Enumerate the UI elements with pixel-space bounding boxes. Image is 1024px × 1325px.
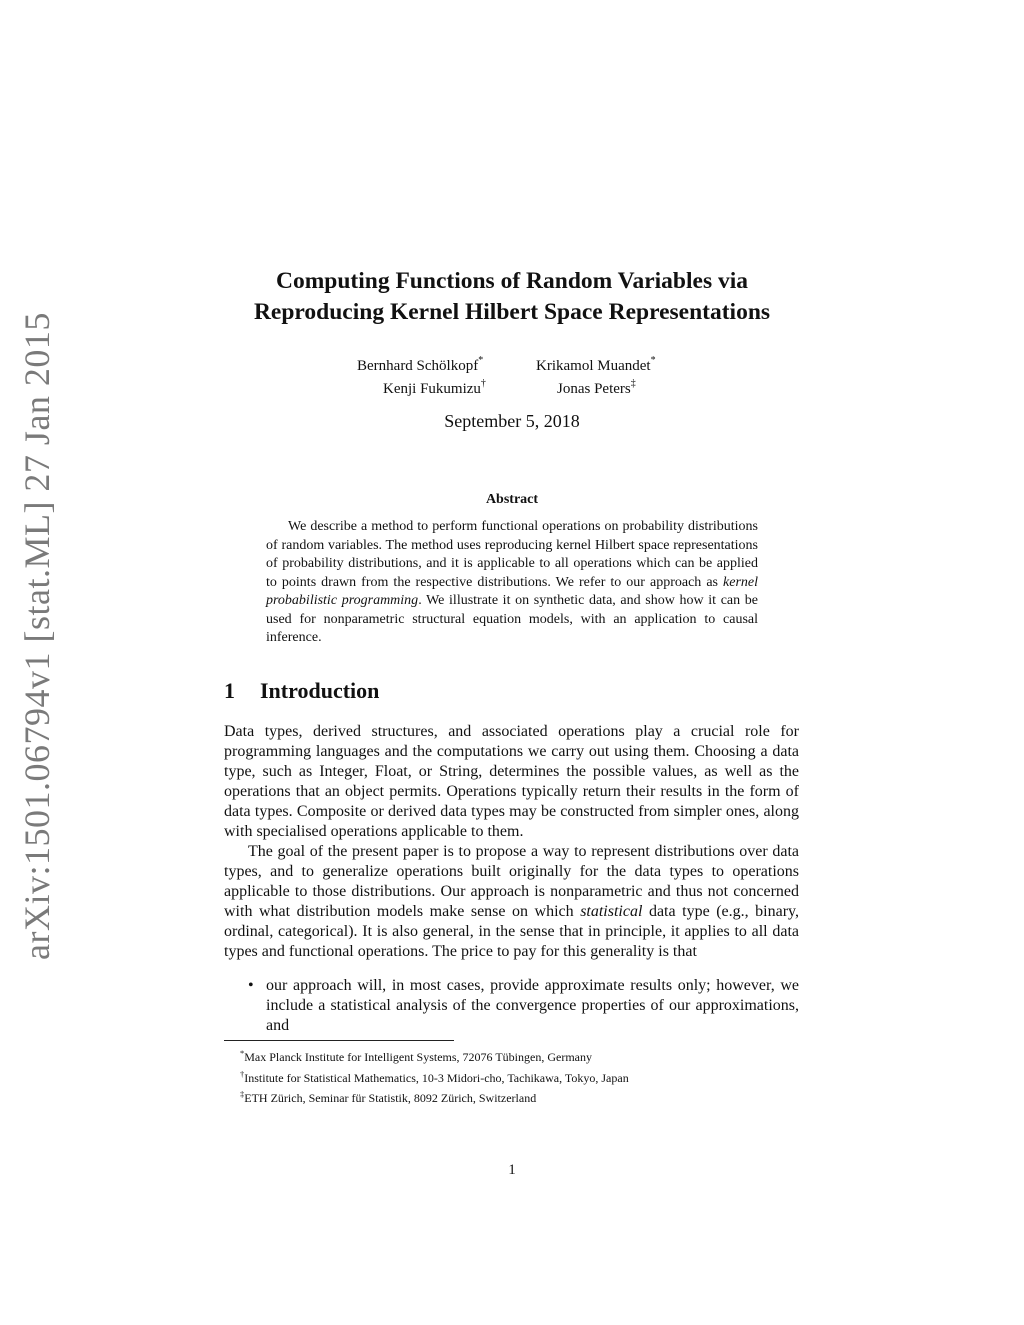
section-title: Introduction [260, 678, 380, 703]
abstract-text [266, 518, 758, 648]
affiliation-mark: * [650, 355, 656, 366]
section-heading [224, 678, 379, 704]
paper-title [0, 266, 1024, 328]
abstract-part: . We illustrate it on synthetic data, and show how it can be used for nonparametric structural equation models, with an application to causal inference. [266, 593, 758, 645]
paragraph-part: The goal of the present paper is to propose a way to represent distributions over data types, and to generalize operations built originally for the data types to operations applicable to those distributions. Our approach is nonparametric and thus not concerned with what distribution models make sense on which [224, 843, 799, 920]
footnote-mark: ‡ [240, 1089, 245, 1099]
affiliation-mark: † [480, 378, 486, 389]
bullet-item: our approach will, in most cases, provide approximate results only; however, we include a statistical analysis of the convergence properties of our approximations, and [266, 977, 799, 1034]
bullet-symbol: • [248, 977, 254, 994]
title-line-2: Reproducing Kernel Hilbert Space Representations [253, 299, 771, 325]
footnote-text: ETH Zürich, Seminar für Statistik, 8092 Zürich, Switzerland [244, 1091, 537, 1105]
abstract-emphasis: kernel probabilistic programming [266, 574, 758, 608]
affiliation-mark: * [478, 355, 484, 366]
section-number: 1 [224, 678, 235, 703]
author-name: Bernhard Schölkopf [357, 358, 479, 374]
author-4 [557, 373, 636, 401]
footnote [240, 1086, 629, 1107]
paragraph-part: data type (e.g., binary, ordinal, categorical). It is also general, in the sense that in principle, it applies to all data types and functional operations. The price to pay for this generality is that [224, 903, 799, 960]
arxiv-identifier: arXiv:1501.06794v1 [stat.ML] 27 Jan 2015 [17, 312, 57, 960]
intro-paragraph-1: Data types, derived structures, and associated operations play a crucial role for programming languages and the computations we carry out using them. Choosing a data type, such as Integer, Float, or String, determines the possible values, as well as the operations that an object permits. Operations typically return their results in the form of data types. Composite or derived data types may be constructed from simpler ones, along with specialised operations applicable to them. [224, 723, 799, 840]
footnote-text: Max Planck Institute for Intelligent Systems, 72076 Tübingen, Germany [244, 1050, 592, 1064]
footnote [240, 1066, 629, 1087]
affiliation-mark: ‡ [630, 378, 636, 389]
paper-date: September 5, 2018 [444, 411, 580, 431]
abstract-heading: Abstract [485, 492, 539, 507]
author-name: Krikamol Muandet [536, 358, 651, 374]
abstract-part: We describe a method to perform functional operations on probability distributions of random variables. The method uses reproducing kernel Hilbert space representations of probability distributions, and it is applicable to all operations which can be applied to points drawn from the respective distributions. We refer to our approach as [266, 519, 758, 590]
title-line-1: Computing Functions of Random Variables via [275, 268, 749, 294]
author-3 [383, 373, 486, 401]
paragraph-emphasis: statistical [580, 903, 643, 920]
intro-paragraph-2 [224, 842, 799, 962]
footnote-text: Institute for Statistical Mathematics, 10-3 Midori-cho, Tachikawa, Tokyo, Japan [244, 1070, 629, 1085]
footnote-mark: † [240, 1068, 245, 1079]
footnote-mark: * [240, 1048, 245, 1058]
author-name: Jonas Peters [557, 381, 631, 397]
footnote-rule [224, 1040, 454, 1041]
page-number: 1 [508, 1162, 516, 1178]
footnote [240, 1045, 629, 1066]
footnotes [240, 1045, 629, 1107]
author-name: Kenji Fukumizu [383, 381, 481, 397]
